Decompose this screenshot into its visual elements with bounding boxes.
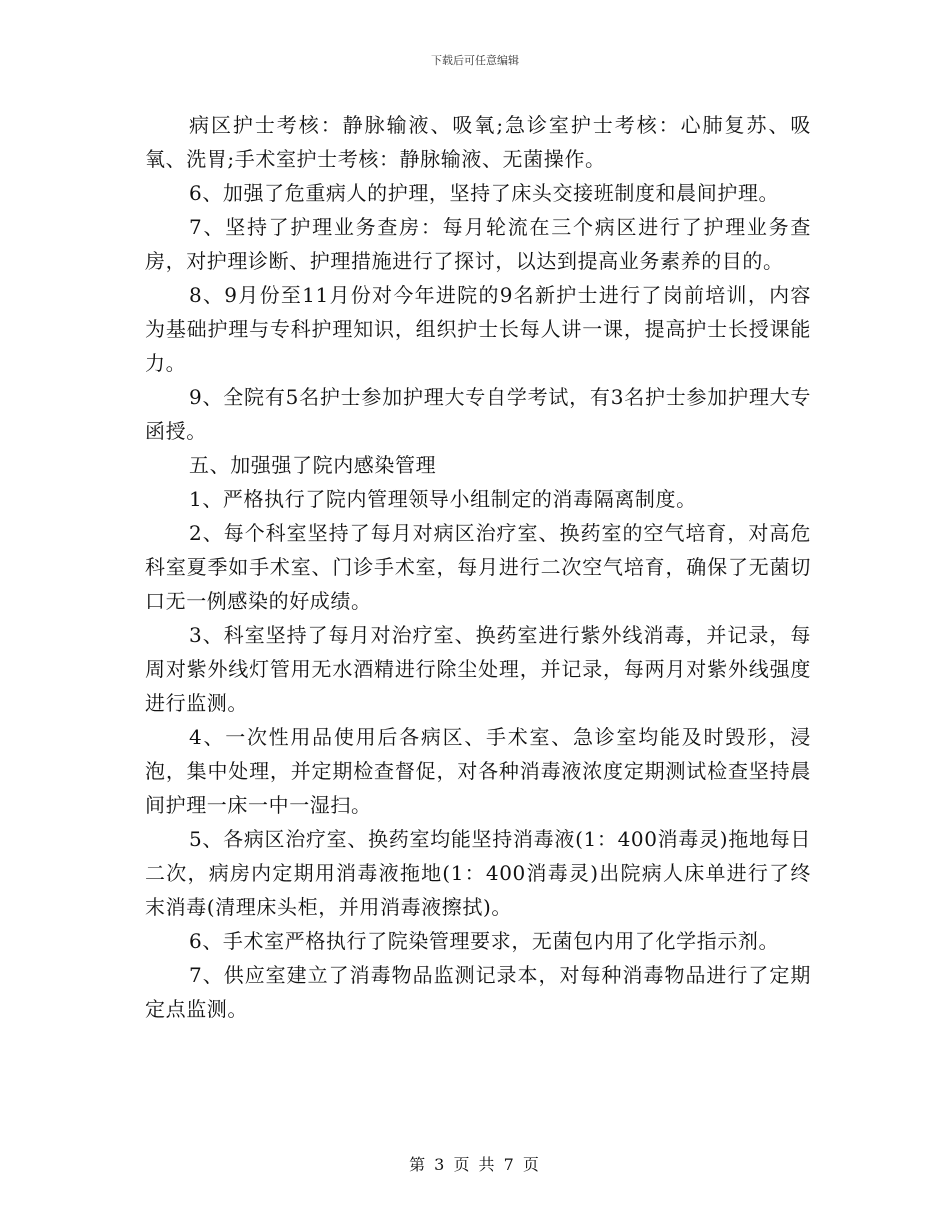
paragraph: 7、坚持了护理业务查房：每月轮流在三个病区进行了护理业务查房，对护理诊断、护理措施进行了探讨，以达到提高业务素养的目的。 <box>145 215 811 273</box>
paragraph: 6、加强了危重病人的护理，坚持了床头交接班制度和晨间护理。 <box>189 181 780 205</box>
paragraph: 3、科室坚持了每月对治疗室、换药室进行紫外线消毒，并记录，每周对紫外线灯管用无水酒精进行除尘处理，并记录，每两月对紫外线强度进行监测。 <box>145 623 811 715</box>
page-header: 下载后可任意编辑 <box>431 54 519 67</box>
page-number: 第 3 页 共 7 页 <box>409 1155 541 1174</box>
paragraph: 1、严格执行了院内管理领导小组制定的消毒隔离制度。 <box>189 487 697 511</box>
paragraph: 病区护士考核：静脉输液、吸氧;急诊室护士考核：心肺复苏、吸氧、洗胃;手术室护士考核：静脉输液、无菌操作。 <box>145 113 811 171</box>
document-body <box>145 108 811 1026</box>
paragraph: 4、一次性用品使用后各病区、手术室、急诊室均能及时毁形，浸泡，集中处理，并定期检查督促，对各种消毒液浓度定期测试检查坚持晨间护理一床一中一湿扫。 <box>145 725 811 817</box>
paragraph: 2、每个科室坚持了每月对病区治疗室、换药室的空气培育，对高危科室夏季如手术室、门诊手术室，每月进行二次空气培育，确保了无菌切口无一例感染的好成绩。 <box>145 521 811 613</box>
paragraph: 7、供应室建立了消毒物品监测记录本，对每种消毒物品进行了定期定点监测。 <box>145 963 811 1021</box>
paragraph: 9、全院有5名护士参加护理大专自学考试，有3名护士参加护理大专函授。 <box>145 385 811 443</box>
paragraph: 5、各病区治疗室、换药室均能坚持消毒液(1：400消毒灵)拖地每日二次，病房内定期用消毒液拖地(1：400消毒灵)出院病人床单进行了终末消毒(清理床头柜，并用消毒液擦拭)。 <box>145 827 811 919</box>
paragraph: 8、9月份至11月份对今年进院的9名新护士进行了岗前培训，内容为基础护理与专科护理知识，组织护士长每人讲一课，提高护士长授课能力。 <box>145 283 811 375</box>
paragraph: 6、手术室严格执行了院染管理要求，无菌包内用了化学指示剂。 <box>189 929 780 953</box>
section-heading: 五、加强强了院内感染管理 <box>189 453 437 477</box>
